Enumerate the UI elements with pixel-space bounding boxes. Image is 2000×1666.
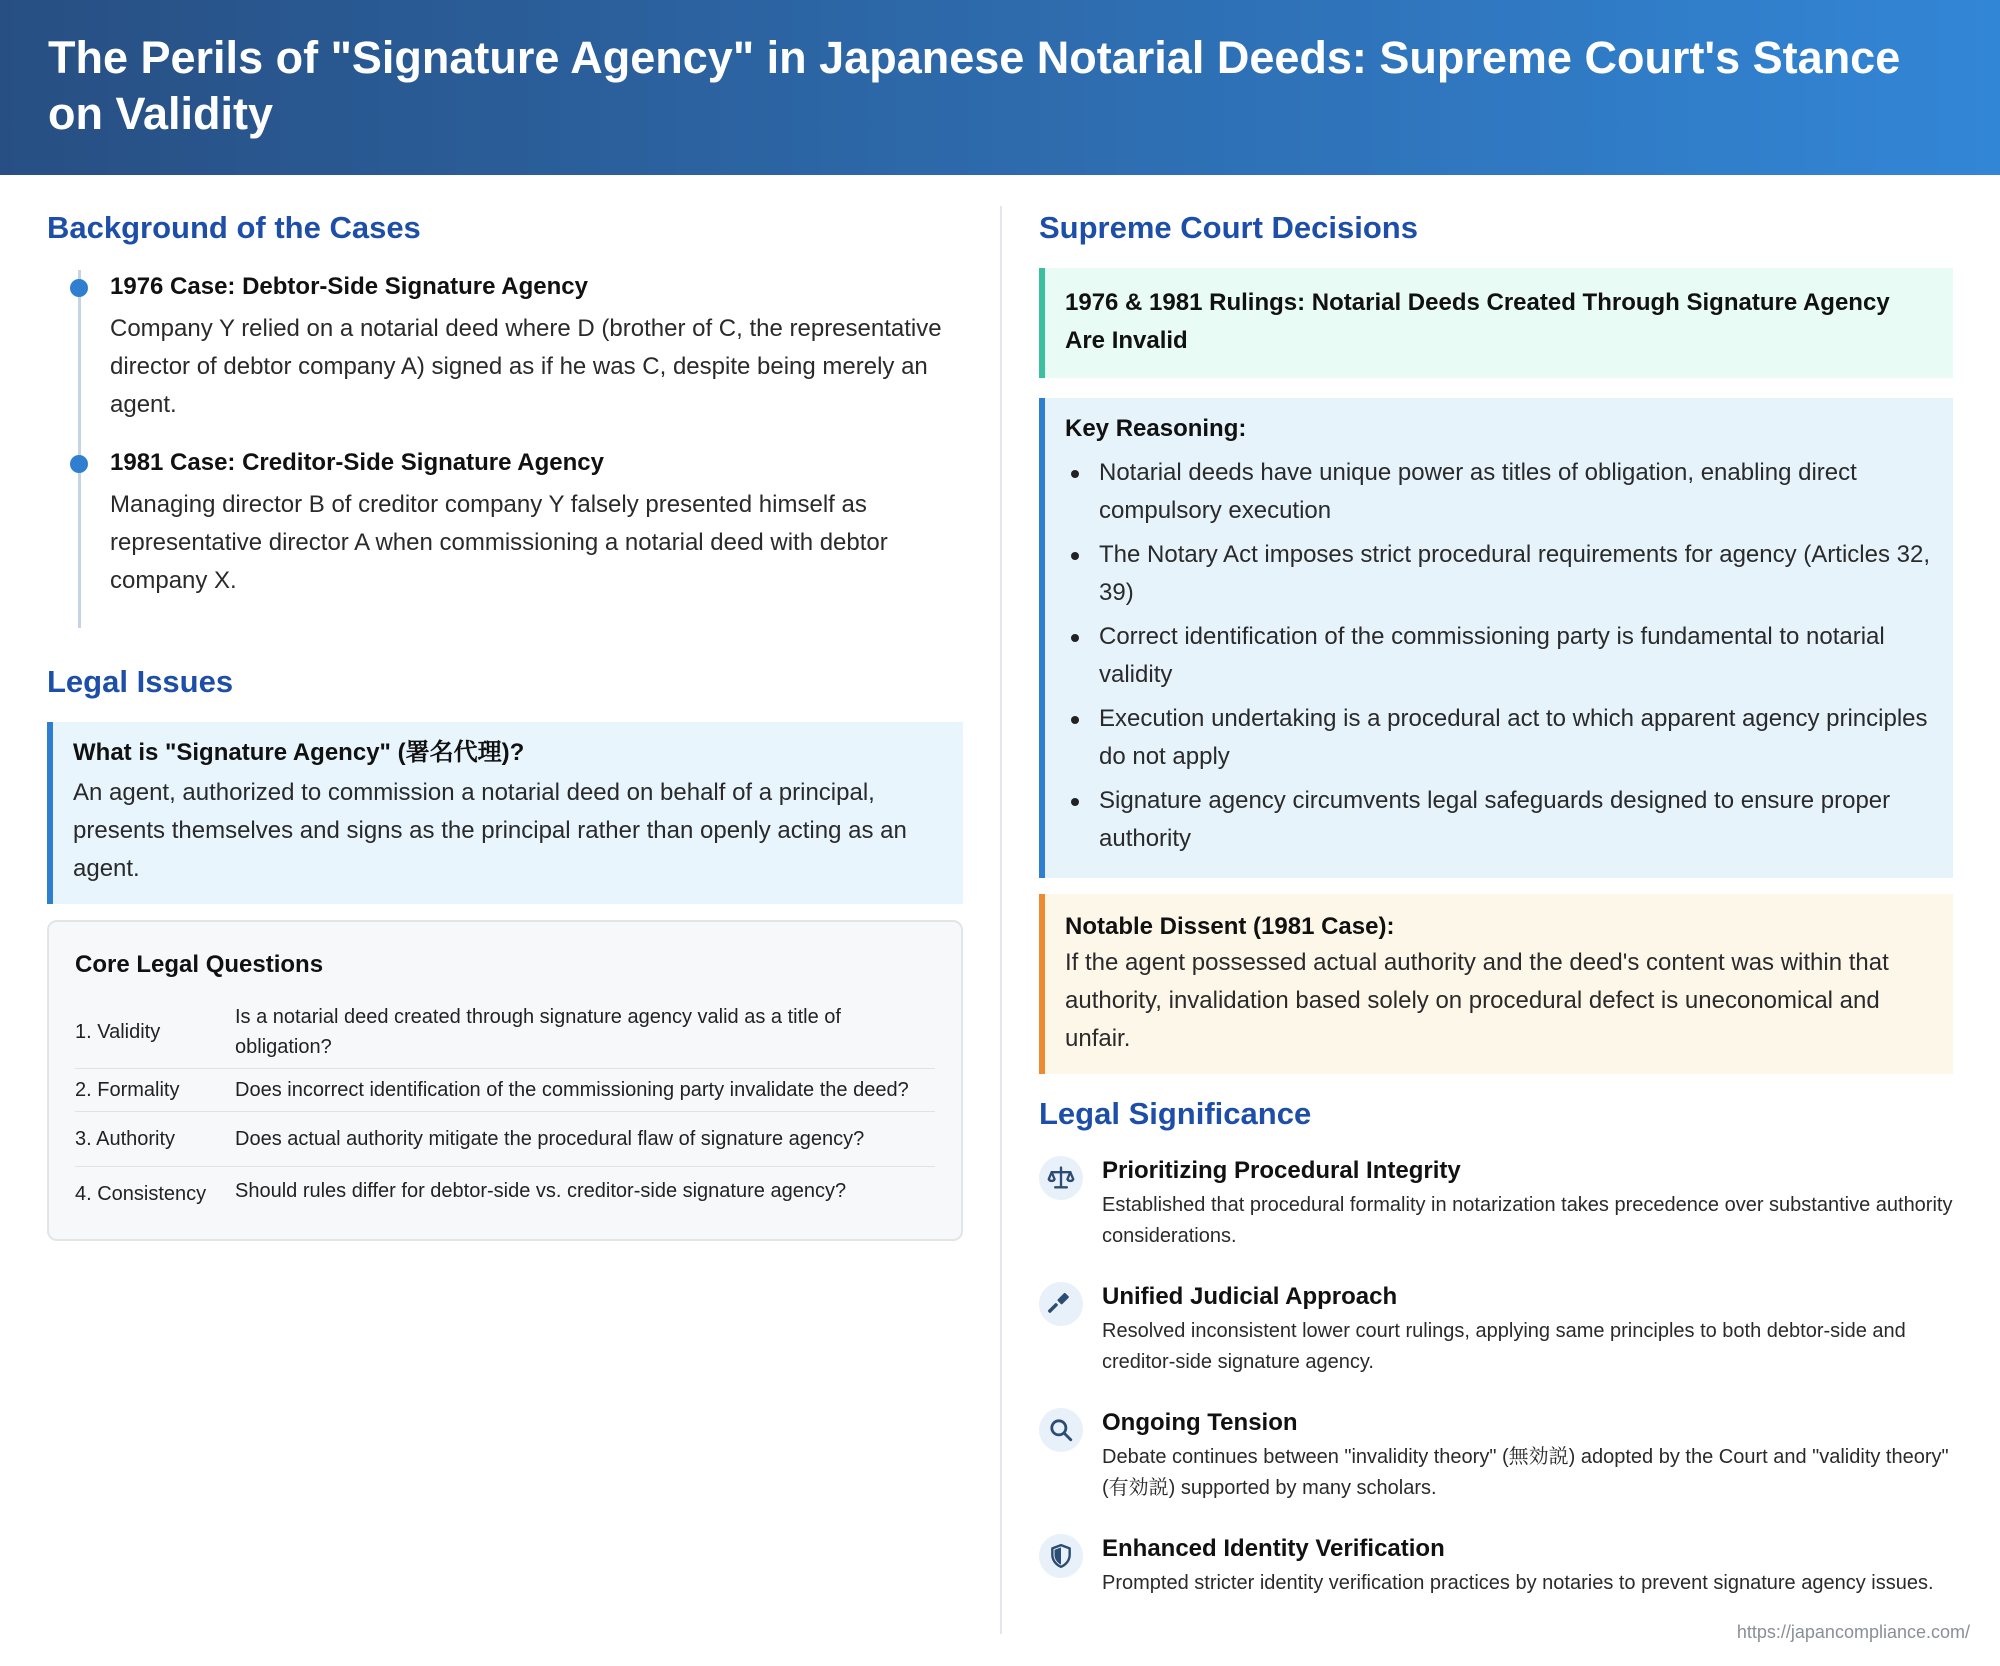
bullet-icon — [1071, 470, 1079, 478]
ruling-callout — [1039, 268, 1953, 378]
questions-table — [75, 996, 935, 1215]
questions-title: Core Legal Questions — [75, 951, 324, 978]
question-label: 1. Validity — [75, 1021, 161, 1043]
dissent-title: Notable Dissent (1981 Case): — [1065, 913, 1395, 940]
table-row — [75, 1069, 935, 1112]
scale-icon — [1039, 1156, 1083, 1200]
timeline-dot — [70, 279, 88, 297]
case-timeline — [47, 270, 963, 600]
list-item — [1065, 618, 1933, 694]
reasoning-box — [1039, 398, 1953, 878]
core-questions-box — [47, 920, 963, 1241]
list-item — [1065, 700, 1933, 776]
question-label: 3. Authority — [75, 1112, 235, 1167]
timeline-item-1981 — [110, 446, 963, 600]
list-item — [1065, 782, 1933, 858]
list-item — [1039, 1532, 1953, 1599]
significance-title: Enhanced Identity Verification — [1102, 1535, 1445, 1562]
reasoning-title: Key Reasoning: — [1065, 415, 1247, 442]
reasoning-text: Signature agency circumvents legal safeguards designed to ensure proper authority — [1099, 787, 1891, 852]
question-text: Is a notarial deed created through signature agency valid as a title of obligation? — [235, 1006, 841, 1058]
background-section-title: Background of the Cases — [47, 210, 421, 245]
table-row — [75, 996, 935, 1069]
case-text: Company Y relied on a notarial deed where D (brother of C, the representative director of debtor company A) signed as if he was C, despite being merely an agent. — [110, 315, 942, 418]
timeline-item-1976 — [110, 270, 963, 424]
question-text: Does actual authority mitigate the procedural flaw of signature agency? — [235, 1112, 935, 1167]
case-title: 1981 Case: Creditor-Side Signature Agency — [110, 449, 604, 476]
legal-issues-section-title: Legal Issues — [47, 664, 234, 699]
significance-text: Prompted stricter identity verification practices by notaries to prevent signature agency issues. — [1102, 1572, 1934, 1594]
list-item — [1039, 1154, 1953, 1252]
significance-text: Established that procedural formality in notarization takes precedence over substantive authority considerations. — [1102, 1194, 1953, 1247]
decisions-section-title: Supreme Court Decisions — [1039, 210, 1418, 245]
question-label: 4. Consistency — [75, 1167, 235, 1216]
table-row — [75, 1112, 935, 1167]
reasoning-list — [1065, 454, 1933, 858]
right-column — [1039, 208, 1953, 1627]
significance-title: Unified Judicial Approach — [1102, 1283, 1398, 1310]
question-text: Does incorrect identification of the commissioning party invalidate the deed? — [235, 1069, 935, 1112]
dissent-callout — [1039, 894, 1953, 1074]
significance-text: Resolved inconsistent lower court rulings, applying same principles to both debtor-side and creditor-side signature agency. — [1102, 1320, 1906, 1373]
reasoning-text: Notarial deeds have unique power as titles of obligation, enabling direct compulsory execution — [1099, 459, 1857, 524]
page-header — [0, 0, 2000, 175]
gavel-icon — [1039, 1282, 1083, 1326]
case-text: Managing director B of creditor company Y falsely presented himself as representative director A when commissioning a notarial deed with debtor company X. — [110, 491, 888, 594]
bullet-icon — [1071, 634, 1079, 642]
significance-title: Ongoing Tension — [1102, 1409, 1298, 1436]
left-column — [47, 208, 963, 1241]
significance-text: Debate continues between "invalidity theory" (無効説) adopted by the Court and "validity theory" (有効説) supported by many scholars. — [1102, 1446, 1949, 1499]
significance-list — [1039, 1154, 1953, 1599]
magnifier-icon — [1039, 1408, 1083, 1452]
significance-section-title: Legal Significance — [1039, 1096, 1312, 1131]
list-item — [1039, 1280, 1953, 1378]
dissent-text: If the agent possessed actual authority and the deed's content was within that authority, invalidation based solely on procedural defect is uneconomical and unfair. — [1065, 949, 1889, 1052]
reasoning-text: Correct identification of the commissioning party is fundamental to notarial validity — [1099, 623, 1885, 688]
bullet-icon — [1071, 716, 1079, 724]
definition-text: An agent, authorized to commission a notarial deed on behalf of a principal, presents themselves and signs as the principal rather than openly acting as an agent. — [73, 779, 907, 882]
timeline-line — [78, 270, 81, 628]
column-divider — [1000, 206, 1002, 1634]
shield-icon — [1039, 1534, 1083, 1578]
timeline-dot — [70, 455, 88, 473]
reasoning-text: Execution undertaking is a procedural act to which apparent agency principles do not apply — [1099, 705, 1928, 770]
definition-title: What is "Signature Agency" (署名代理)? — [73, 739, 525, 766]
reasoning-text: The Notary Act imposes strict procedural requirements for agency (Articles 32, 39) — [1099, 541, 1930, 606]
ruling-text: 1976 & 1981 Rulings: Notarial Deeds Created Through Signature Agency Are Invalid — [1065, 289, 1890, 354]
bullet-icon — [1071, 552, 1079, 560]
question-label: 2. Formality — [75, 1069, 235, 1112]
page-title: The Perils of "Signature Agency" in Japanese Notarial Deeds: Supreme Court's Stance on Validity — [48, 32, 1901, 139]
list-item — [1065, 536, 1933, 612]
case-title: 1976 Case: Debtor-Side Signature Agency — [110, 273, 588, 300]
footer-url: https://japancompliance.com/ — [1736, 1622, 1970, 1642]
significance-title: Prioritizing Procedural Integrity — [1102, 1157, 1461, 1184]
question-text: Should rules differ for debtor-side vs. creditor-side signature agency? — [235, 1167, 935, 1216]
list-item — [1039, 1406, 1953, 1504]
list-item — [1065, 454, 1933, 530]
table-row — [75, 1167, 935, 1216]
bullet-icon — [1071, 798, 1079, 806]
definition-callout — [47, 722, 963, 904]
